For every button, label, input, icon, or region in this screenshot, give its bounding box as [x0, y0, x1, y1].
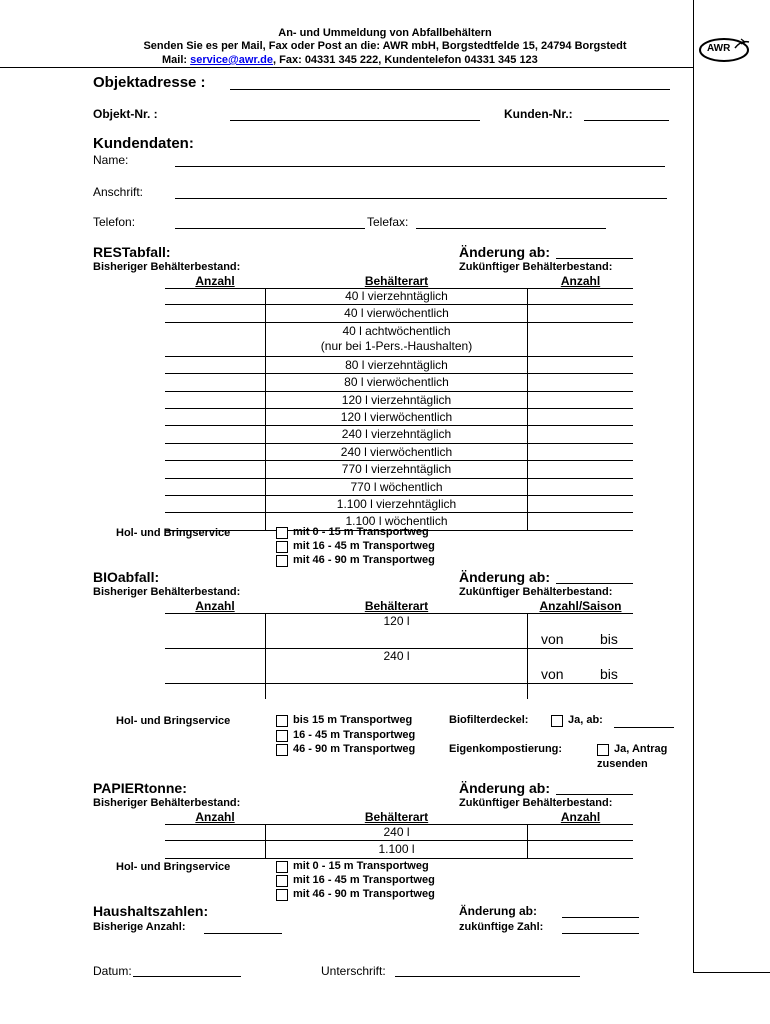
haushalt-aenderung-field[interactable]	[562, 917, 639, 918]
table-row[interactable]	[165, 479, 633, 496]
papier-service-checkbox-1[interactable]	[276, 861, 288, 873]
rest-row-label: 80 l vierzehntäglich	[345, 357, 448, 372]
bio-von-2: von	[541, 666, 564, 682]
contact-rest: , Fax: 04331 345 222, Kundentelefon 04331 345 123	[273, 54, 538, 66]
right-border-line	[693, 0, 694, 972]
bio-service-option-2: 16 - 45 m Transportweg	[293, 729, 416, 741]
papier-service-option-2: mit 16 - 45 m Transportweg	[293, 874, 435, 886]
bio-col-saison: Anzahl/Saison	[539, 599, 622, 613]
name-label: Name:	[93, 153, 129, 167]
biofilter-checkbox[interactable]	[551, 715, 563, 727]
eigenkompost-option: Ja, Antrag	[614, 743, 668, 755]
objektadresse-field[interactable]	[230, 89, 670, 90]
biofilter-option: Ja, ab:	[568, 714, 603, 726]
objektadresse-label: Objektadresse :	[93, 74, 206, 91]
bio-col-behaelterart: Behälterart	[364, 599, 429, 613]
papier-table	[165, 824, 633, 859]
bio-table-bottom	[165, 683, 633, 684]
kunden-nr-label: Kunden-Nr.:	[504, 107, 573, 121]
biofilter-label: Biofilterdeckel:	[449, 714, 529, 726]
rest-table	[165, 288, 633, 531]
zukuenftige-zahl-field[interactable]	[562, 933, 639, 934]
anschrift-label: Anschrift:	[93, 185, 144, 199]
papiertonne-heading: PAPIERtonne:	[93, 780, 187, 796]
kundendaten-heading: Kundendaten:	[93, 135, 194, 152]
form-title: An- und Ummeldung von Abfallbehältern	[278, 27, 492, 39]
bio-service-checkbox-2[interactable]	[276, 730, 288, 742]
header-contact	[162, 54, 538, 66]
bio-row-120: 120 l	[383, 614, 410, 628]
rest-row-label: 40 l vierzehntäglich	[345, 289, 448, 303]
table-row[interactable]	[165, 824, 633, 841]
bioabfall-heading: BIOabfall:	[93, 569, 160, 585]
rest-row-label: 40 l vierwöchentlich	[344, 306, 449, 321]
rest-aenderung-label: Änderung ab:	[459, 244, 550, 260]
table-row[interactable]	[165, 841, 633, 858]
rest-row-label: 770 l vierzehntäglich	[341, 462, 452, 477]
papier-service-option-3: mit 46 - 90 m Transportweg	[293, 888, 435, 900]
rest-row-label: 120 l vierzehntäglich	[341, 392, 452, 407]
table-row[interactable]	[165, 323, 633, 357]
papier-col-anzahl-neu: Anzahl	[560, 810, 601, 824]
rest-row-label: 240 l vierzehntäglich	[341, 427, 452, 442]
rest-service-option-3: mit 46 - 90 m Transportweg	[293, 554, 435, 566]
papier-row-label: 240 l	[383, 825, 410, 839]
rest-zukuenftiger-label: Zukünftiger Behälterbestand:	[459, 261, 613, 273]
restabfall-heading: RESTabfall:	[93, 244, 171, 260]
bio-aenderung-label: Änderung ab:	[459, 569, 550, 585]
bio-bis-2: bis	[600, 666, 618, 682]
bio-service-checkbox-3[interactable]	[276, 744, 288, 756]
header-rule	[0, 67, 693, 68]
papier-row-label: 1.100 l	[378, 842, 415, 857]
datum-field[interactable]	[133, 976, 241, 977]
logo-text: AWR	[707, 43, 731, 54]
rest-row-label: 40 l achtwöchentlich	[342, 323, 451, 338]
rest-row-label: 240 l vierwöchentlich	[340, 444, 453, 459]
table-row[interactable]	[165, 357, 633, 374]
bio-zukuenftiger-label: Zukünftiger Behälterbestand:	[459, 586, 613, 598]
telefax-field[interactable]	[416, 228, 606, 229]
rest-row-label: 80 l vierwöchentlich	[344, 375, 449, 390]
papier-col-anzahl: Anzahl	[195, 810, 235, 824]
header-address: Senden Sie es per Mail, Fax oder Post an die: AWR mbH, Borgstedtfelde 15, 24794 Borgstedt	[143, 40, 627, 52]
eigenkompost-option-2: zusenden	[597, 758, 648, 770]
bio-bisheriger-label: Bisheriger Behälterbestand:	[93, 586, 241, 598]
rest-aenderung-field[interactable]	[556, 258, 633, 259]
papier-aenderung-label: Änderung ab:	[459, 780, 550, 796]
bio-service-label: Hol- und Bringservice	[116, 715, 231, 727]
papier-bisheriger-label: Bisheriger Behälterbestand:	[93, 797, 241, 809]
name-field[interactable]	[175, 166, 665, 167]
telefon-field[interactable]	[175, 228, 365, 229]
papier-zukuenftiger-label: Zukünftiger Behälterbestand:	[459, 797, 613, 809]
rest-service-option-1: mit 0 - 15 m Transportweg	[293, 526, 429, 538]
papier-service-label: Hol- und Bringservice	[116, 861, 231, 873]
bio-table-sep2	[527, 613, 528, 699]
mail-label: Mail:	[162, 54, 191, 66]
objekt-nr-label: Objekt-Nr. :	[93, 107, 158, 121]
bio-service-option-1: bis 15 m Transportweg	[293, 714, 413, 726]
rest-service-option-2: mit 16 - 45 m Transportweg	[293, 540, 435, 552]
bio-service-option-3: 46 - 90 m Transportweg	[293, 743, 416, 755]
bio-service-checkbox-1[interactable]	[276, 715, 288, 727]
bio-aenderung-field[interactable]	[556, 583, 633, 584]
rest-col-behaelterart: Behälterart	[364, 274, 429, 288]
anschrift-field[interactable]	[175, 198, 667, 199]
telefax-label: Telefax:	[367, 215, 409, 229]
table-row[interactable]	[165, 426, 633, 443]
rest-service-checkbox-2[interactable]	[276, 541, 288, 553]
rest-service-checkbox-3[interactable]	[276, 555, 288, 567]
rest-bisheriger-label: Bisheriger Behälterbestand:	[93, 261, 241, 273]
kunden-nr-field[interactable]	[584, 120, 669, 121]
table-row[interactable]	[165, 461, 633, 478]
rest-row-label: 120 l vierwöchentlich	[340, 409, 453, 424]
table-row[interactable]	[165, 392, 633, 409]
bottom-border-line	[693, 972, 770, 973]
bio-col-anzahl: Anzahl	[195, 599, 235, 613]
table-row[interactable]	[165, 305, 633, 322]
rest-col-anzahl: Anzahl	[195, 274, 235, 288]
eigenkompost-label: Eigenkompostierung:	[449, 743, 563, 755]
telefon-label: Telefon:	[93, 215, 136, 229]
rest-row-label: 770 l wöchentlich	[350, 479, 443, 494]
unterschrift-field[interactable]	[395, 976, 580, 977]
table-row[interactable]	[165, 288, 633, 305]
bio-von-1: von	[541, 631, 564, 647]
papier-aenderung-field[interactable]	[556, 794, 633, 795]
papier-service-checkbox-3[interactable]	[276, 889, 288, 901]
rest-row-note: (nur bei 1-Pers.-Haushalten)	[320, 338, 473, 353]
papier-service-option-1: mit 0 - 15 m Transportweg	[293, 860, 429, 872]
rest-service-checkbox-1[interactable]	[276, 527, 288, 539]
datum-label: Datum:	[93, 964, 132, 978]
haushalt-heading: Haushaltszahlen:	[93, 903, 209, 919]
rest-service-label: Hol- und Bringservice	[116, 527, 231, 539]
rest-row-label: 1.100 l vierzehntäglich	[336, 496, 457, 511]
bio-bis-1: bis	[600, 631, 618, 647]
rest-col-anzahl-neu: Anzahl	[560, 274, 601, 288]
table-row[interactable]	[165, 496, 633, 513]
haushalt-aenderung-label: Änderung ab:	[459, 904, 537, 918]
table-row[interactable]	[165, 409, 633, 426]
table-row[interactable]	[165, 374, 633, 391]
bio-row-240: 240 l	[383, 649, 410, 663]
zukuenftige-zahl-label: zukünftige Zahl:	[459, 921, 544, 933]
table-row[interactable]	[165, 444, 633, 461]
objekt-nr-field[interactable]	[230, 120, 480, 121]
papier-service-checkbox-2[interactable]	[276, 875, 288, 887]
bisherige-anzahl-field[interactable]	[204, 933, 282, 934]
biofilter-date-field[interactable]	[614, 727, 674, 728]
unterschrift-label: Unterschrift:	[321, 964, 386, 978]
eigenkompost-checkbox[interactable]	[597, 744, 609, 756]
rest-row-label: 1.100 l wöchentlich	[345, 514, 448, 529]
mail-link[interactable]: service@awr.de	[190, 54, 274, 66]
bisherige-anzahl-label: Bisherige Anzahl:	[93, 921, 186, 933]
papier-col-behaelterart: Behälterart	[364, 810, 429, 824]
